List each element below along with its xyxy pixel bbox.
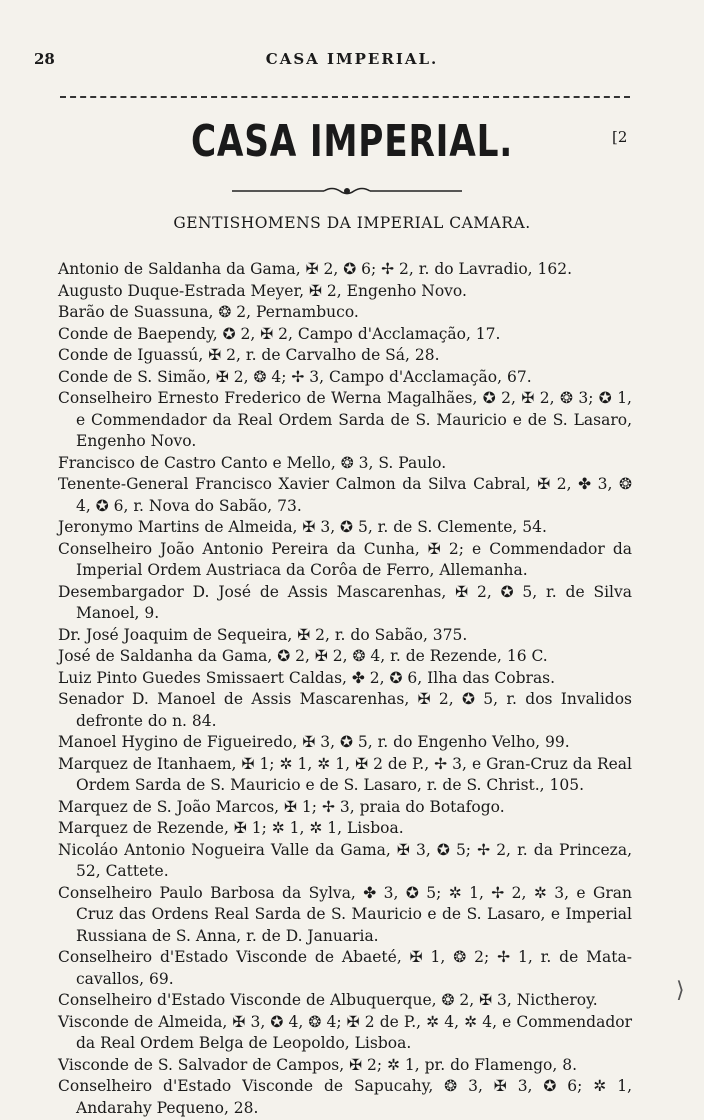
list-item: Conde de Baependy, ✪ 2, ✠ 2, Campo d'Acclamação, 17.: [58, 324, 501, 343]
margin-note: [2: [612, 128, 628, 146]
running-head: CASA IMPERIAL.: [265, 50, 439, 68]
list-item: Visconde de Almeida, ✠ 3, ✪ 4, ❂ 4; ✠ 2 de P., ✲ 4, ✲ 4, e Commendador da Real Ordem Belga de Leopoldo, Lisboa.: [58, 1012, 632, 1052]
list-item: Barão de Suassuna, ❂ 2, Pernambuco.: [58, 303, 359, 321]
list-item: Jeronymo Martins de Almeida, ✠ 3, ✪ 5, r. de S. Clemente, 54.: [58, 518, 547, 536]
list-item: Desembargador D. José de Assis Mascarenhas, ✠ 2, ✪ 5, r. de Silva Manoel, 9.: [58, 582, 632, 622]
list-item: Manoel Hygino de Figueiredo, ✠ 3, ✪ 5, r. do Engenho Velho, 99.: [58, 733, 570, 751]
list-item: Francisco de Castro Canto e Mello, ❂ 3, S. Paulo.: [58, 453, 447, 472]
section-heading: GENTISHOMENS DA IMPERIAL CAMARA.: [173, 214, 531, 232]
list-item: Conselheiro Paulo Barbosa da Sylva, ✤ 3, ✪ 5; ✲ 1, ✢ 2, ✲ 3, e Gran Cruz das Ordens Real Sarda de S. Mauricio e de S. Lasaro, e Imperial Russiana de S. Anna, r. de D. Januaria.: [58, 883, 632, 945]
page-number: 28: [34, 50, 55, 68]
list-item: Nicoláo Antonio Nogueira Valle da Gama, ✠ 3, ✪ 5; ✢ 2, r. da Princeza, 52, Cattete.: [58, 840, 632, 880]
list-item: Marquez de Itanhaem, ✠ 1; ✲ 1, ✲ 1, ✠ 2 de P., ✢ 3, e Gran-Cruz da Real Ordem Sarda de S. Mauricio e de S. Lasaro, r. de S. Christ., 105.: [58, 754, 632, 794]
list-item: Conselheiro João Antonio Pereira da Cunha, ✠ 2; e Commendador da Imperial Ordem Austriaca da Corôa de Ferro, Allemanha.: [58, 539, 632, 579]
list-item: Conselheiro d'Estado Visconde de Abaeté, ✠ 1, ❂ 2; ✢ 1, r. de Mata-cavallos, 69.: [58, 948, 632, 988]
margin-bracket-mark: ⟩: [676, 978, 685, 1003]
list-item: Conselheiro d'Estado Visconde de Albuquerque, ❂ 2, ✠ 3, Nictheroy.: [58, 991, 598, 1009]
ornament-center-dot: [344, 188, 350, 194]
entry-list: [58, 259, 632, 1119]
list-item: Augusto Duque-Estrada Meyer, ✠ 2, Engenho Novo.: [58, 281, 467, 300]
list-item: Tenente-General Francisco Xavier Calmon da Silva Cabral, ✠ 2, ✤ 3, ❂ 4, ✪ 6, r. Nova do Sabão, 73.: [58, 475, 632, 515]
list-item: Conde de S. Simão, ✠ 2, ❂ 4; ✢ 3, Campo d'Acclamação, 67.: [58, 367, 532, 386]
list-item: Conselheiro Ernesto Frederico de Werna Magalhães, ✪ 2, ✠ 2, ❂ 3; ✪ 1, e Commendador da Real Ordem Sarda de S. Mauricio e de S. Lasaro, Engenho Novo.: [58, 389, 632, 450]
list-item: Antonio de Saldanha da Gama, ✠ 2, ✪ 6; ✢ 2, r. do Lavradio, 162.: [58, 260, 573, 278]
list-item: Conselheiro d'Estado Visconde de Sapucahy, ❂ 3, ✠ 3, ✪ 6; ✲ 1, Andarahy Pequeno, 28.: [58, 1077, 632, 1117]
page-title: CASA IMPERIAL.: [190, 116, 514, 167]
list-item: Conde de Iguassú, ✠ 2, r. de Carvalho de Sá, 28.: [58, 346, 440, 364]
ornament-divider: [232, 184, 462, 198]
list-item: Luiz Pinto Guedes Smissaert Caldas, ✤ 2, ✪ 6, Ilha das Cobras.: [58, 668, 556, 687]
list-item: Marquez de Rezende, ✠ 1; ✲ 1, ✲ 1, Lisboa.: [58, 819, 404, 837]
list-item: Visconde de S. Salvador de Campos, ✠ 2; ✲ 1, pr. do Flamengo, 8.: [58, 1055, 578, 1074]
list-item: José de Saldanha da Gama, ✪ 2, ✠ 2, ❂ 4, r. de Rezende, 16 C.: [58, 647, 548, 665]
list-item: Marquez de S. João Marcos, ✠ 1; ✢ 3, praia do Botafogo.: [58, 797, 505, 816]
header-rule: [60, 96, 630, 98]
list-item: Senador D. Manoel de Assis Mascarenhas, ✠ 2, ✪ 5, r. dos Invalidos defronte do n. 84.: [58, 690, 632, 730]
list-item: Dr. José Joaquim de Sequeira, ✠ 2, r. do Sabão, 375.: [58, 625, 468, 644]
